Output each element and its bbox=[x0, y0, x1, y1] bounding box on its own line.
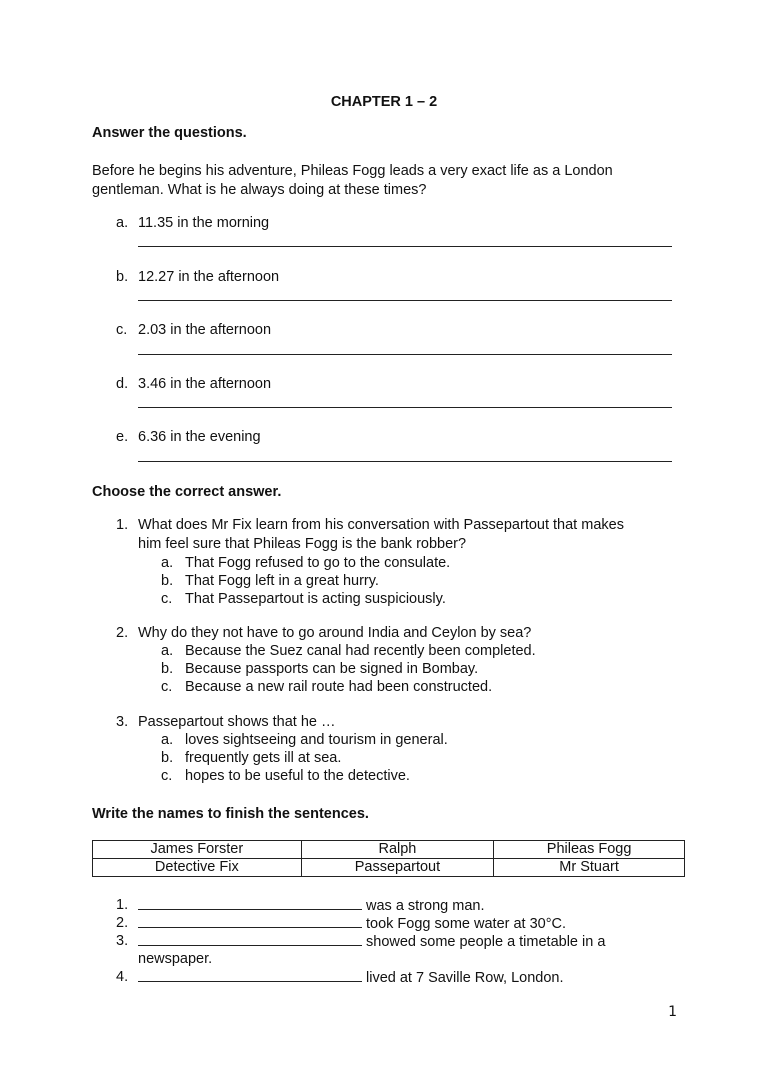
section-heading-names: Write the names to finish the sentences. bbox=[92, 806, 369, 822]
sentence-number: 3. bbox=[116, 933, 129, 949]
table-cell: Passepartout bbox=[301, 859, 494, 877]
answer-line[interactable] bbox=[138, 246, 672, 247]
question-text-line1: Why do they not have to go around India and Ceylon by sea? bbox=[138, 625, 532, 641]
item-text: 12.27 in the afternoon bbox=[138, 269, 280, 285]
table-cell: Ralph bbox=[301, 841, 494, 859]
sentence-line bbox=[138, 969, 564, 986]
question-number: 1. bbox=[116, 517, 129, 533]
table-row bbox=[93, 841, 685, 859]
section-heading-choose: Choose the correct answer. bbox=[92, 484, 282, 500]
name-blank[interactable] bbox=[138, 969, 362, 982]
item-marker: a. bbox=[116, 215, 129, 231]
option-text[interactable]: That Fogg refused to go to the consulate. bbox=[185, 555, 451, 571]
answer-line[interactable] bbox=[138, 461, 672, 462]
name-blank[interactable] bbox=[138, 897, 362, 910]
option-marker: b. bbox=[161, 661, 174, 677]
sentence-number: 2. bbox=[116, 915, 129, 931]
table-cell: Detective Fix bbox=[93, 859, 302, 877]
sentence-line bbox=[138, 915, 566, 932]
option-text[interactable]: Because the Suez canal had recently been completed. bbox=[185, 643, 536, 659]
option-marker: c. bbox=[161, 591, 173, 607]
name-blank[interactable] bbox=[138, 933, 362, 946]
option-text[interactable]: Because passports can be signed in Bombay. bbox=[185, 661, 479, 677]
answer-line[interactable] bbox=[138, 300, 672, 301]
question-text-line1: Passepartout shows that he … bbox=[138, 714, 336, 730]
sentence-number: 4. bbox=[116, 969, 129, 985]
option-marker: b. bbox=[161, 573, 174, 589]
intro-text-line2: gentleman. What is he always doing at these times? bbox=[92, 182, 427, 198]
names-table bbox=[92, 840, 685, 877]
table-cell: Phileas Fogg bbox=[494, 841, 685, 859]
sentence-line bbox=[138, 933, 605, 950]
sentence-text: took Fogg some water at 30°C. bbox=[366, 916, 567, 932]
question-text-line2: him feel sure that Phileas Fogg is the bank robber? bbox=[138, 536, 467, 552]
answer-line[interactable] bbox=[138, 354, 672, 355]
option-marker: a. bbox=[161, 643, 174, 659]
option-text[interactable]: loves sightseeing and tourism in general. bbox=[185, 732, 448, 748]
sentence-number: 1. bbox=[116, 897, 129, 913]
name-blank[interactable] bbox=[138, 915, 362, 928]
table-cell: James Forster bbox=[93, 841, 302, 859]
section-heading-answer: Answer the questions. bbox=[92, 125, 247, 141]
option-text[interactable]: That Fogg left in a great hurry. bbox=[185, 573, 379, 589]
item-marker: b. bbox=[116, 269, 129, 285]
item-text: 6.36 in the evening bbox=[138, 429, 261, 445]
option-marker: b. bbox=[161, 750, 174, 766]
option-text[interactable]: frequently gets ill at sea. bbox=[185, 750, 342, 766]
table-row bbox=[93, 859, 685, 877]
sentence-text: was a strong man. bbox=[366, 898, 485, 914]
item-text: 2.03 in the afternoon bbox=[138, 322, 272, 338]
option-text[interactable]: That Passepartout is acting suspiciously. bbox=[185, 591, 446, 607]
intro-text-line1: Before he begins his adventure, Phileas Fogg leads a very exact life as a London bbox=[92, 163, 613, 179]
page-number: 1 bbox=[668, 1004, 677, 1020]
sentence-line bbox=[138, 897, 484, 914]
option-marker: c. bbox=[161, 768, 173, 784]
item-text: 3.46 in the afternoon bbox=[138, 376, 272, 392]
answer-line[interactable] bbox=[138, 407, 672, 408]
option-marker: c. bbox=[161, 679, 173, 695]
item-marker: c. bbox=[116, 322, 128, 338]
item-marker: d. bbox=[116, 376, 129, 392]
page-title: CHAPTER 1 – 2 bbox=[330, 94, 438, 110]
sentence-text: showed some people a timetable in a bbox=[366, 934, 606, 950]
option-marker: a. bbox=[161, 732, 174, 748]
option-text[interactable]: hopes to be useful to the detective. bbox=[185, 768, 410, 784]
sentence-text: lived at 7 Saville Row, London. bbox=[366, 970, 564, 986]
question-text-line1: What does Mr Fix learn from his conversation with Passepartout that makes bbox=[138, 517, 624, 533]
question-number: 2. bbox=[116, 625, 129, 641]
question-number: 3. bbox=[116, 714, 129, 730]
sentence-continuation: newspaper. bbox=[138, 951, 213, 967]
option-text[interactable]: Because a new rail route had been constructed. bbox=[185, 679, 493, 695]
table-cell: Mr Stuart bbox=[494, 859, 685, 877]
item-marker: e. bbox=[116, 429, 129, 445]
option-marker: a. bbox=[161, 555, 174, 571]
item-text: 11.35 in the morning bbox=[138, 215, 270, 231]
